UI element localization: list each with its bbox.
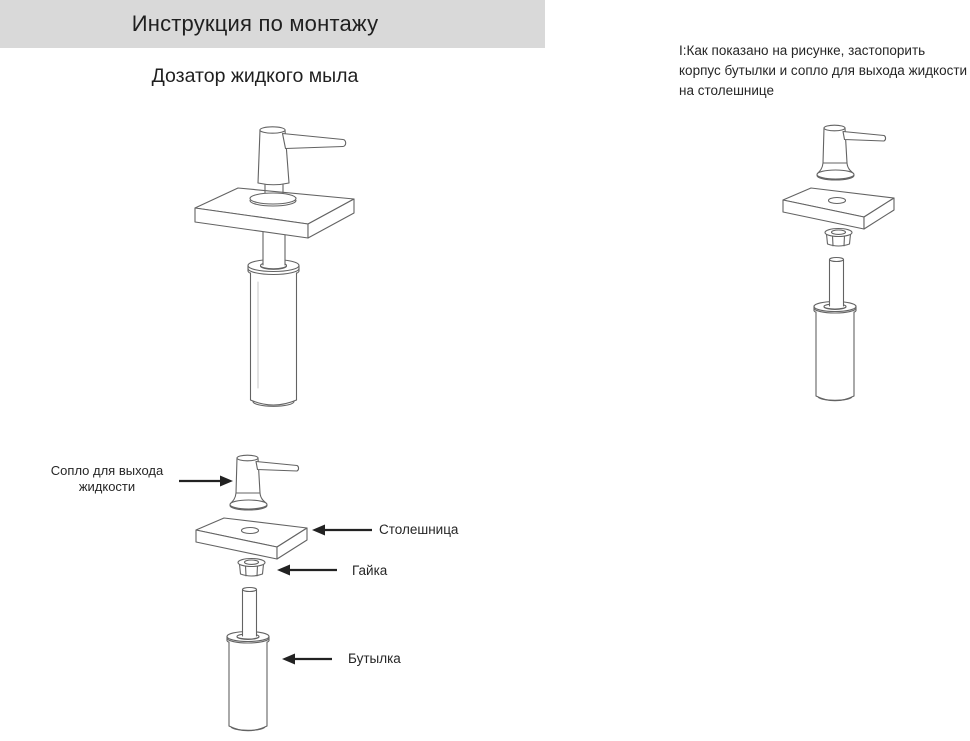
exploded-dispenser-diagram-step1 [780, 124, 898, 409]
countertop-arrow-icon [311, 522, 373, 538]
bottle-arrow-icon [281, 651, 333, 667]
exploded-dispenser-diagram [193, 454, 311, 739]
label-nozzle: Сопло для выхода жидкости [50, 463, 164, 494]
step-instruction-text: I:Как показано на рисунке, застопорить корпус бутылки и сопло для выхода жидкости на столешнице [679, 43, 968, 98]
nozzle-arrow-icon [178, 473, 234, 489]
label-bottle: Бутылка [348, 651, 401, 666]
assembled-dispenser-diagram [180, 120, 360, 420]
product-title: Дозатор жидкого мыла [151, 65, 359, 87]
header-bar [0, 0, 545, 48]
label-nut: Гайка [352, 563, 388, 578]
label-countertop: Столешница [379, 522, 459, 537]
page-title: Инструкция по монтажу [131, 11, 379, 36]
nut-arrow-icon [276, 562, 338, 578]
